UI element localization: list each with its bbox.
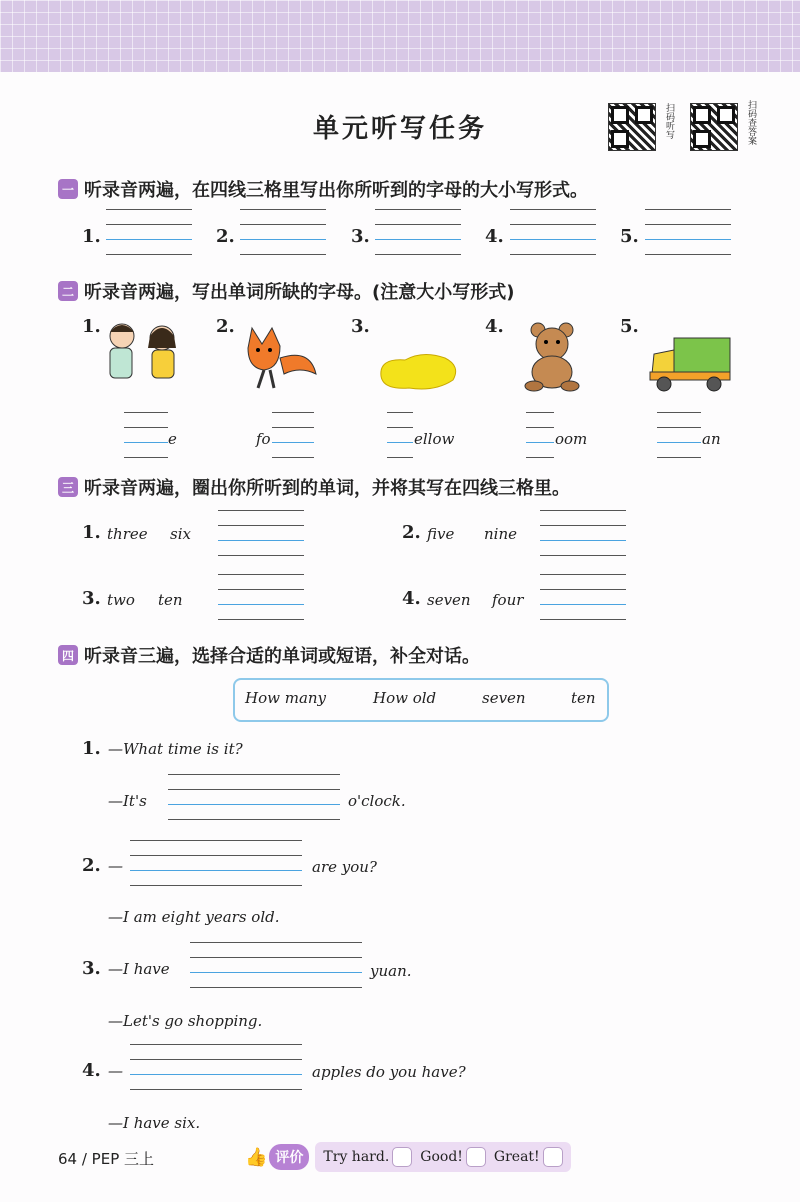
writing-lines[interactable] (645, 209, 731, 255)
writing-lines[interactable] (218, 574, 304, 620)
word-bank-item: seven (482, 689, 526, 707)
eval-label: 评价 (269, 1144, 309, 1170)
writing-lines[interactable] (106, 209, 192, 255)
writing-lines[interactable] (168, 774, 340, 820)
writing-lines[interactable] (130, 840, 302, 886)
eval-option[interactable] (323, 1147, 412, 1167)
writing-lines[interactable] (387, 412, 413, 458)
item-number: 2. (402, 522, 421, 543)
word-fragment: fo (256, 430, 271, 448)
eval-option-label: Try hard. (323, 1149, 390, 1165)
writing-lines[interactable] (272, 412, 314, 458)
writing-lines[interactable] (510, 209, 596, 255)
eval-option-label: Great! (493, 1149, 540, 1165)
section-badge: 三 (58, 477, 78, 497)
item-number: 4. (402, 588, 421, 609)
dialogue-line: — (108, 1062, 123, 1080)
item-number: 4. (485, 316, 504, 337)
dialogue-line: yuan. (370, 962, 412, 980)
dialogue-line: —I have six. (108, 1114, 201, 1132)
item-number: 1. (82, 316, 101, 337)
item-number: 4. (82, 1060, 101, 1081)
section-1-heading (58, 176, 588, 202)
dialogue-line: o'clock. (348, 792, 406, 810)
fox-picture (240, 318, 326, 390)
eval-options (315, 1142, 570, 1172)
word-option[interactable]: three (107, 525, 148, 543)
writing-lines[interactable] (190, 942, 362, 988)
section-badge: 二 (58, 281, 78, 301)
dialogue-line: —It's (108, 792, 147, 810)
item-number: 1. (82, 226, 101, 247)
dialogue-line: apples do you have? (312, 1063, 466, 1081)
dialogue-line: are you? (312, 858, 377, 876)
word-option[interactable]: six (170, 525, 191, 543)
word-bank-item: How old (373, 689, 437, 707)
item-number: 3. (82, 588, 101, 609)
item-number: 1. (82, 522, 101, 543)
word-fragment: an (702, 430, 721, 448)
qr-code-listen[interactable] (608, 103, 656, 151)
header-banner (0, 0, 800, 72)
section-2-heading (58, 278, 514, 304)
section-badge: 四 (58, 645, 78, 665)
checkbox[interactable] (543, 1147, 563, 1167)
writing-lines[interactable] (218, 510, 304, 556)
yellow-puddle-picture (375, 330, 461, 402)
self-evaluation (245, 1141, 571, 1173)
word-option[interactable]: ten (158, 591, 183, 609)
section-4-heading (58, 642, 480, 668)
word-option[interactable]: four (492, 591, 524, 609)
dialogue-line: —I am eight years old. (108, 908, 280, 926)
eval-option[interactable] (494, 1147, 563, 1167)
item-number: 3. (351, 226, 370, 247)
qr-code-answers[interactable] (690, 103, 738, 151)
page-title: 单元听写任务 (312, 114, 487, 144)
children-talking-picture (100, 318, 186, 390)
section-instruction: 听录音三遍，选择合适的单词或短语，补全对话。 (84, 646, 480, 667)
writing-lines[interactable] (240, 209, 326, 255)
item-number: 3. (351, 316, 370, 337)
item-number: 2. (216, 226, 235, 247)
word-fragment: oom (555, 430, 588, 448)
writing-lines[interactable] (540, 510, 626, 556)
teddy-bear-picture (510, 320, 596, 392)
item-number: 4. (485, 226, 504, 247)
item-number: 3. (82, 958, 101, 979)
writing-lines[interactable] (540, 574, 626, 620)
item-number: 2. (216, 316, 235, 337)
dialogue-line: —I have (108, 960, 170, 978)
word-option[interactable]: nine (484, 525, 517, 543)
thumbs-up-icon: 👍 (245, 1146, 268, 1168)
section-3-heading (58, 474, 570, 500)
section-instruction: 听录音两遍，在四线三格里写出你所听到的字母的大小写形式。 (84, 180, 588, 201)
page-footer: 64 / PEP 三上 (58, 1150, 155, 1168)
dialogue-line: —Let's go shopping. (108, 1012, 263, 1030)
word-bank-item: How many (245, 689, 327, 707)
writing-lines[interactable] (124, 412, 168, 458)
word-option[interactable]: seven (427, 591, 471, 609)
section-instruction: 听录音两遍，圈出你所听到的单词，并将其写在四线三格里。 (84, 478, 570, 499)
item-number: 5. (620, 316, 639, 337)
writing-lines[interactable] (657, 412, 701, 458)
dialogue-line: —What time is it? (108, 740, 243, 758)
truck-picture (648, 328, 734, 400)
word-option[interactable]: two (107, 591, 135, 609)
eval-option[interactable] (420, 1147, 486, 1167)
item-number: 1. (82, 738, 101, 759)
item-number: 5. (620, 226, 639, 247)
qr-label-answers: 扫码查答案 (746, 100, 756, 145)
word-option[interactable]: five (427, 525, 455, 543)
word-bank-item: ten (571, 689, 596, 707)
checkbox[interactable] (466, 1147, 486, 1167)
dialogue-line: — (108, 857, 123, 875)
writing-lines[interactable] (130, 1044, 302, 1090)
eval-option-label: Good! (420, 1149, 463, 1165)
qr-label-listen: 扫码听写 (664, 103, 674, 139)
checkbox[interactable] (392, 1147, 412, 1167)
writing-lines[interactable] (375, 209, 461, 255)
section-badge: 一 (58, 179, 78, 199)
writing-lines[interactable] (526, 412, 554, 458)
word-bank (233, 678, 609, 722)
word-fragment: e (168, 430, 177, 448)
word-fragment: ellow (414, 430, 455, 448)
item-number: 2. (82, 855, 101, 876)
section-instruction: 听录音两遍，写出单词所缺的字母。(注意大小写形式) (84, 282, 515, 303)
